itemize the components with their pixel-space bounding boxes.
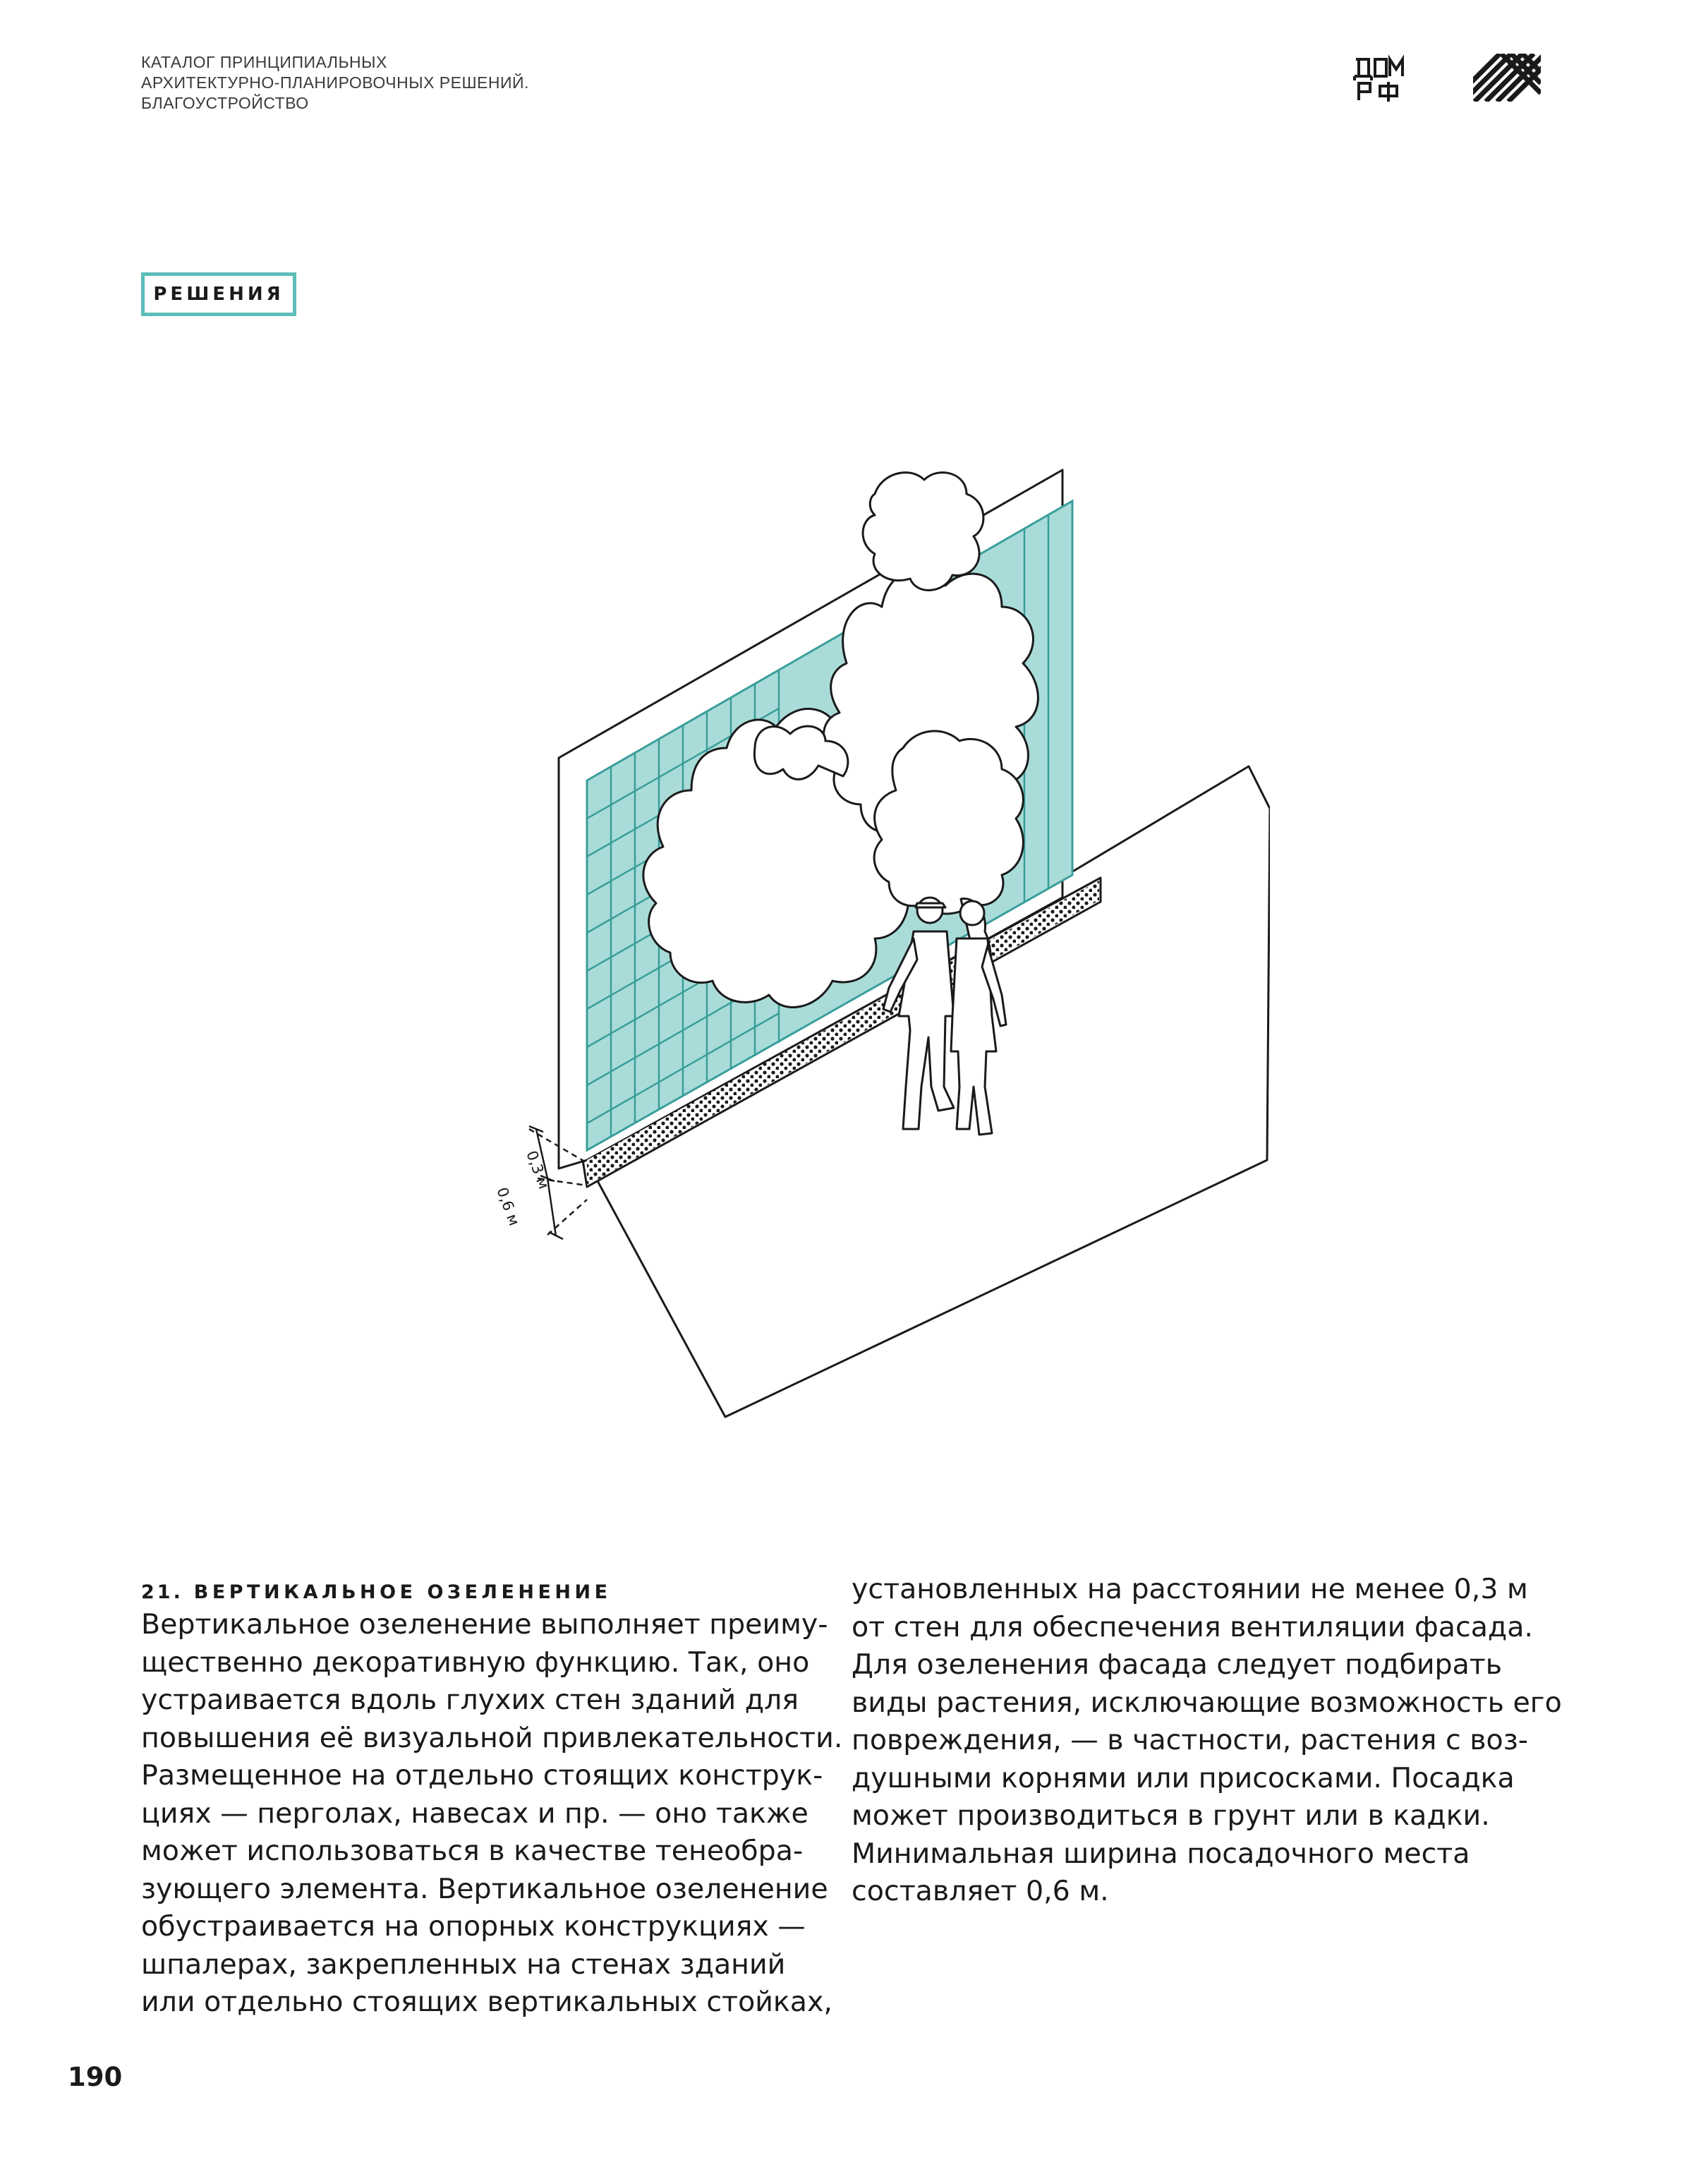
body-line: виды растения, исключающие возможность его [852, 1686, 1562, 1719]
body-line: шпалерах, закрепленных на стенах зданий [141, 1948, 786, 1981]
article-left-column [141, 1572, 843, 2022]
article-heading [141, 1572, 818, 1605]
article-number: 21. [141, 1581, 183, 1603]
header-line: АРХИТЕКТУРНО-ПЛАНИРОВОЧНЫХ РЕШЕНИЙ. [141, 73, 529, 92]
page-number: 190 [68, 2062, 123, 2092]
body-line: или отдельно стоящих вертикальных стойках, [141, 1986, 832, 2018]
header-line: БЛАГОУСТРОЙСТВО [141, 94, 309, 112]
body-line: повышения её визуальной привлекательности. [141, 1721, 843, 1754]
body-line: циях — перголах, навесах и пр. — оно также [141, 1797, 808, 1830]
body-line: составляет 0,6 м. [852, 1875, 1109, 1907]
body-line: Вертикальное озеленение выполняет преиму- [141, 1608, 828, 1641]
section-tag: РЕШЕНИЯ [141, 272, 296, 316]
body-line: Минимальная ширина посадочного места [852, 1837, 1470, 1870]
dom-rf-logo [1353, 54, 1407, 103]
body-line: щественно декоративную функцию. Так, оно [141, 1646, 810, 1679]
body-line: устраивается вдоль глухих стен зданий для [141, 1684, 799, 1716]
vertical-greening-illustration [423, 452, 1270, 1439]
body-line: Размещенное на отдельно стоящих конструк- [141, 1759, 823, 1792]
body-line: может производиться в грунт или в кадки. [852, 1799, 1490, 1832]
body-line: душными корнями или присосками. Посадка [852, 1761, 1515, 1794]
header-line: КАТАЛОГ ПРИНЦИПИАЛЬНЫХ [141, 53, 387, 71]
body-line: повреждения, — в частности, растения с воз- [852, 1724, 1528, 1756]
pattern-logo [1473, 54, 1541, 102]
dim-label-0-6m: 0,6 м [493, 1185, 523, 1229]
article-right-column [852, 1571, 1562, 1911]
body-line: может использоваться в качестве тенеобра- [141, 1835, 804, 1867]
dim-label-0-3m: 0,3 м [523, 1148, 552, 1192]
body-line: установленных на расстоянии не менее 0,3 м [852, 1573, 1528, 1605]
body-line: обустраивается на опорных конструкциях — [141, 1910, 806, 1943]
body-line: от стен для обеспечения вентиляции фасада. [852, 1610, 1533, 1643]
catalog-header [141, 52, 529, 114]
body-line: зующего элемента. Вертикальное озеленение [141, 1872, 828, 1905]
body-line: Для озеленения фасада следует подбирать [852, 1648, 1503, 1681]
article-title: ВЕРТИКАЛЬНОЕ ОЗЕЛЕНЕНИЕ [193, 1581, 612, 1603]
